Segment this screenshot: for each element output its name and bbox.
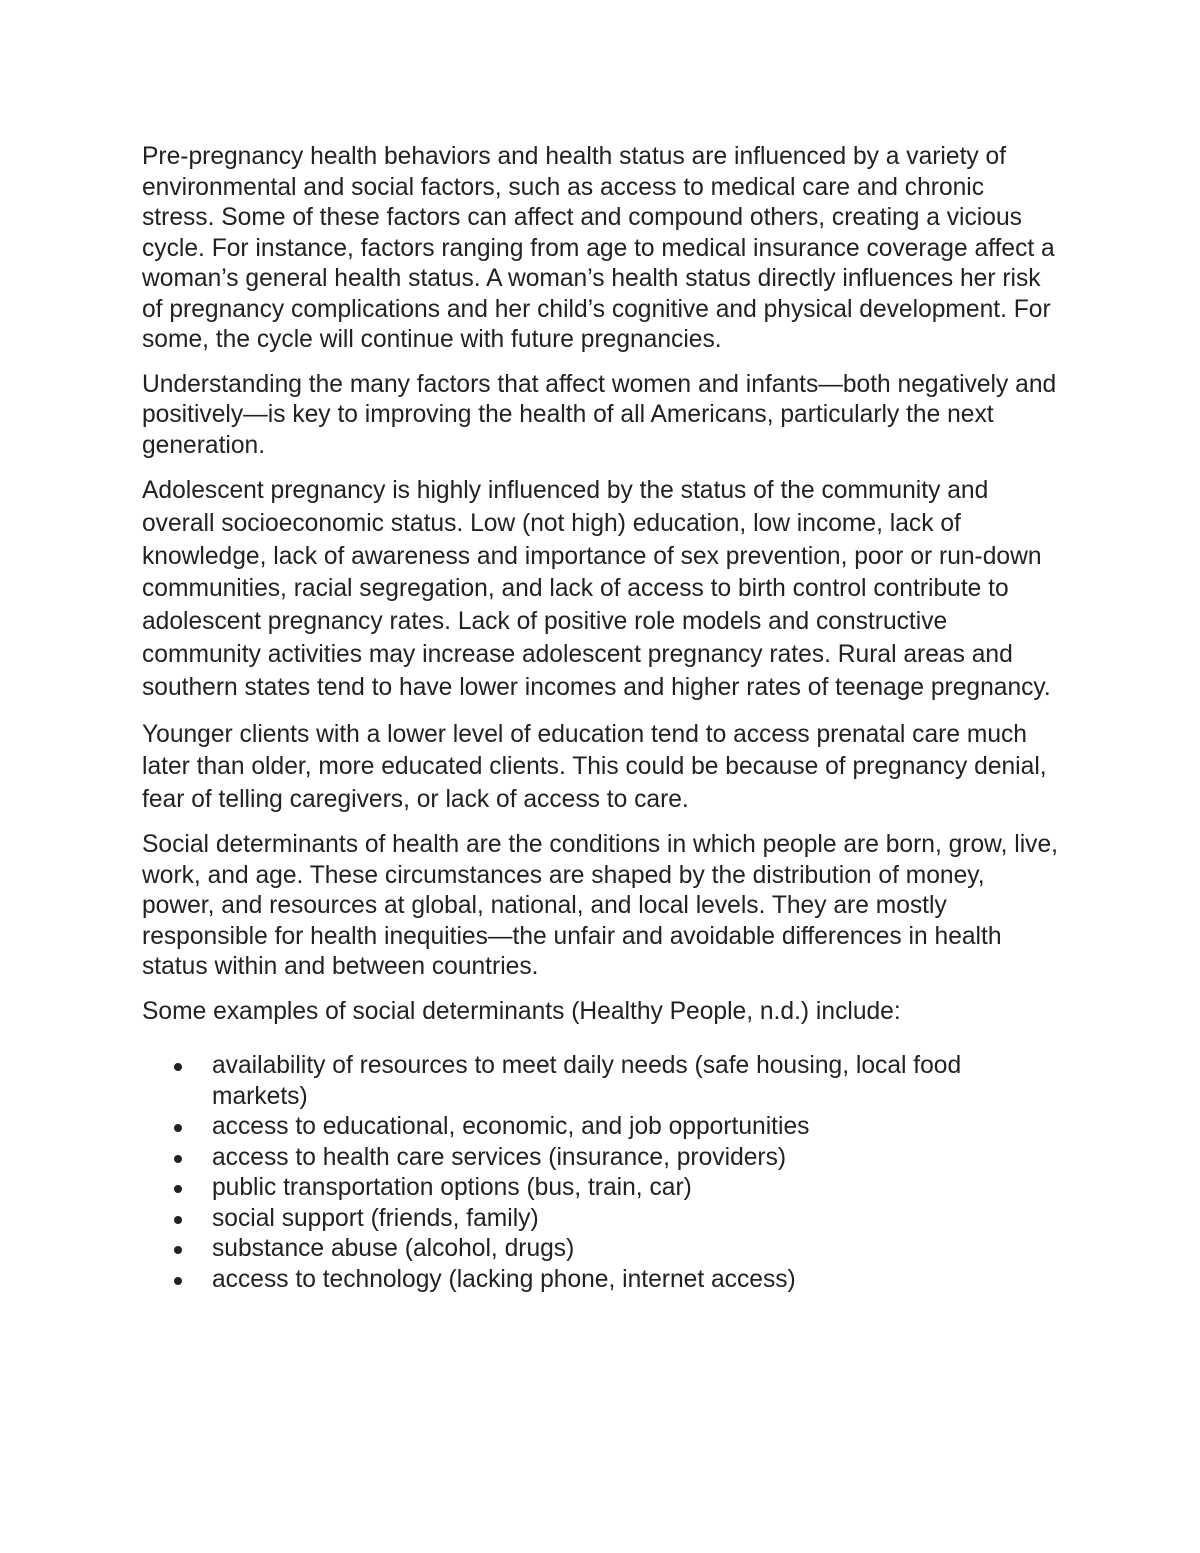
list-item xyxy=(142,1204,1062,1235)
bullet-icon xyxy=(174,1277,182,1285)
paragraph-younger-clients: Younger clients with a lower level of education tend to access prenatal care much later than older, more educated clients. This could be because of pregnancy denial, fear of telling caregivers, or lack of access to care. xyxy=(142,720,1047,813)
list-item-text: access to health care services (insurance, providers) xyxy=(212,1143,787,1171)
paragraph-prepregnancy: Pre-pregnancy health behaviors and health status are influenced by a variety of environmental and social factors, such as access to medical care and chronic stress. Some of these factors can affect and compound others, creating a vicious cycle. For instance, factors ranging from age to medical insurance coverage affect a woman’s general health status. A woman’s health status directly influences her risk of pregnancy complications and her child’s cognitive and physical development. For some, the cycle will continue with future pregnancies. xyxy=(142,143,1055,353)
paragraph-understanding: Understanding the many factors that affect women and infants—both negatively and positively—is key to improving the health of all Americans, particularly the next generation. xyxy=(142,370,1057,459)
bullet-icon xyxy=(174,1185,182,1193)
bullet-icon xyxy=(174,1063,182,1071)
list-item xyxy=(142,1143,1062,1174)
list-item-text: availability of resources to meet daily needs (safe housing, local food markets) xyxy=(212,1052,962,1110)
list-item xyxy=(142,1173,1062,1204)
bullet-icon xyxy=(174,1124,182,1132)
paragraph-social-determinants: Social determinants of health are the conditions in which people are born, grow, live, work, and age. These circumstances are shaped by the distribution of money, power, and resources at global, national, and local levels. They are mostly responsible for health inequities—the unfair and avoidable differences in health status within and between countries. xyxy=(142,831,1058,981)
social-determinants-list xyxy=(142,1051,1062,1295)
bullet-icon xyxy=(174,1246,182,1254)
list-item xyxy=(142,1051,1062,1112)
paragraph-examples-intro: Some examples of social determinants (Healthy People, n.d.) include: xyxy=(142,997,901,1025)
list-item-text: access to educational, economic, and job opportunities xyxy=(212,1113,810,1141)
bullet-icon xyxy=(174,1216,182,1224)
list-item-text: substance abuse (alcohol, drugs) xyxy=(212,1235,575,1263)
paragraph-adolescent-pregnancy: Adolescent pregnancy is highly influenced by the status of the community and overall socioeconomic status. Low (not high) education, low income, lack of knowledge, lack of awareness and importance of sex prevention, poor or run-down communities, racial segregation, and lack of access to birth control contribute to adolescent pregnancy rates. Lack of positive role models and constructive community activities may increase adolescent pregnancy rates. Rural areas and southern states tend to have lower incomes and higher rates of teenage pregnancy. xyxy=(142,477,1051,701)
list-item-text: social support (friends, family) xyxy=(212,1204,539,1232)
document-body xyxy=(142,142,1062,1295)
list-item-text: public transportation options (bus, train, car) xyxy=(212,1174,692,1202)
bullet-icon xyxy=(174,1155,182,1163)
list-item xyxy=(142,1234,1062,1265)
list-item xyxy=(142,1265,1062,1296)
list-item-text: access to technology (lacking phone, internet access) xyxy=(212,1265,796,1293)
list-item xyxy=(142,1112,1062,1143)
